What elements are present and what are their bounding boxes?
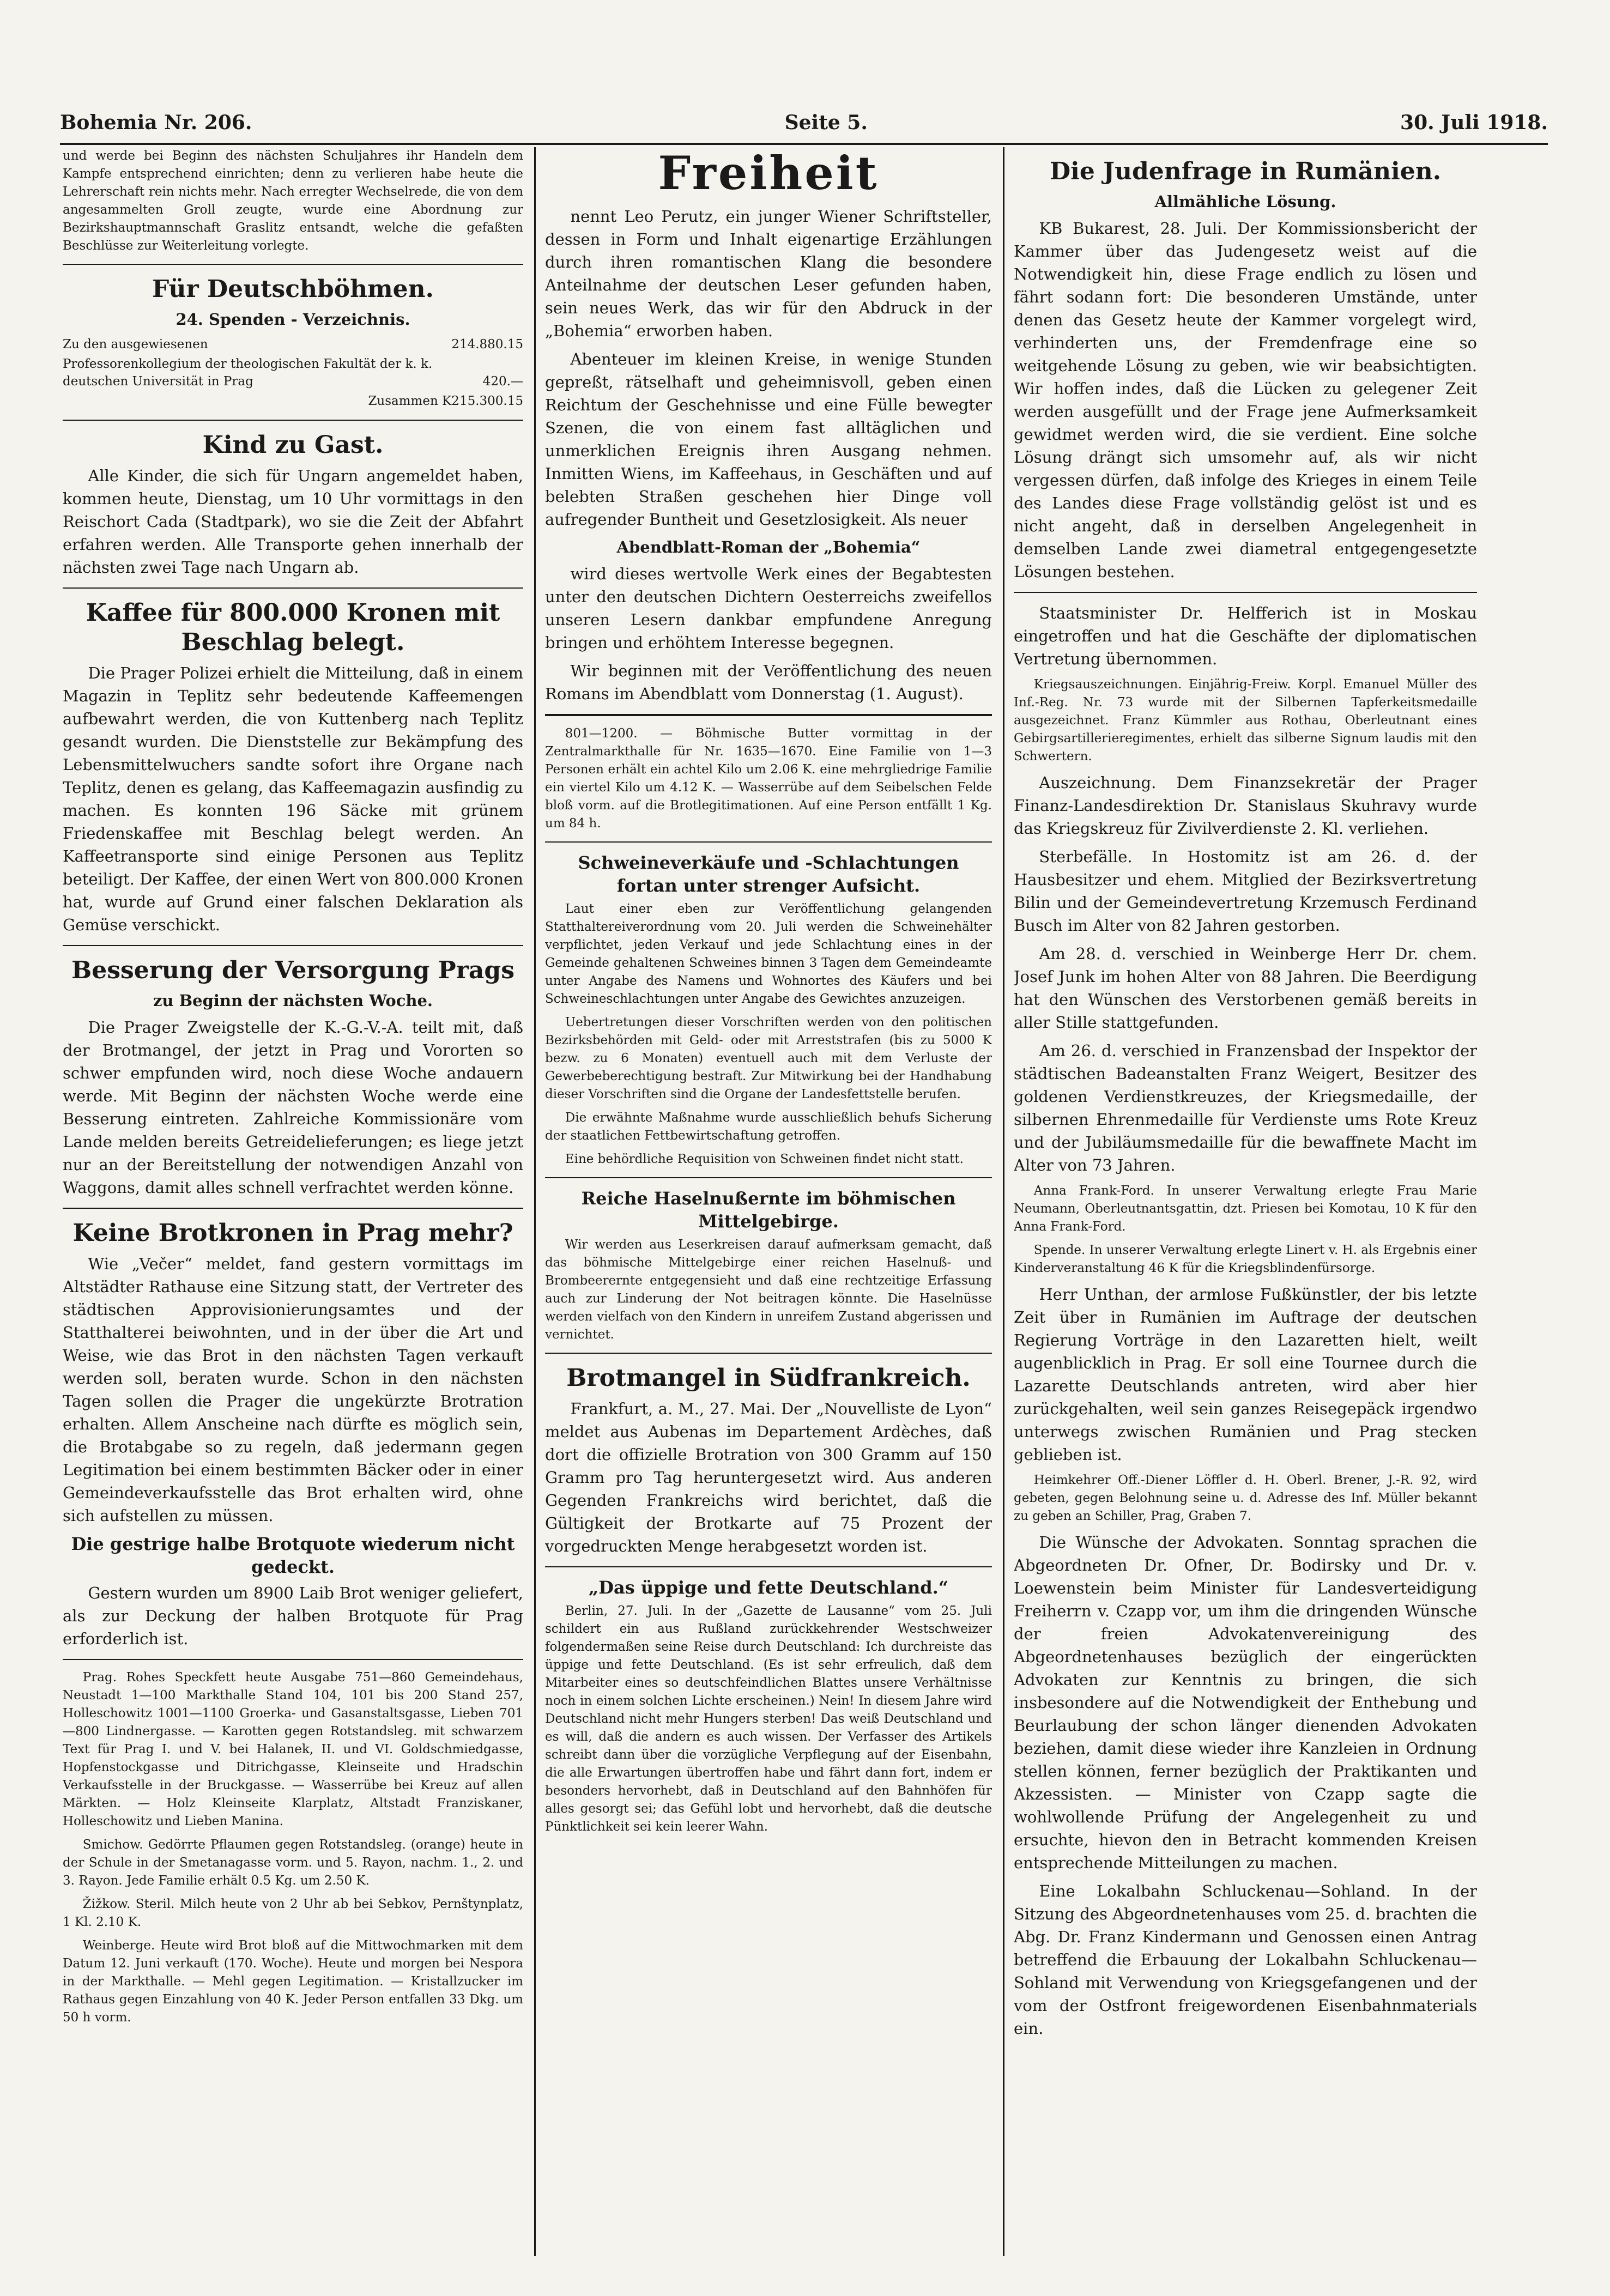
sterbefall-text: Am 26. d. verschied in Franzensbad der Inspektor der städtischen Badeanstalten Franz Weigert, Besitzer des goldenen Verdienstkreuzes, der Kriegsmedaille, der silbernen Ehrenmedaille für Verdienste ums Rote Kreuz und der Jubiläumsmedaille für die bewaffnete Macht im Alter von 73 Jahren.: [1014, 1041, 1477, 1174]
deutschboehmen-title: Für Deutschböhmen.: [152, 275, 434, 303]
donation-amount: 420.—: [482, 374, 523, 389]
market-smichow: Smichow. Gedörrte Pflaumen gegen Rotstandsleg. (orange) heute in der Schule in der Smetanagasse vorm. und 5. Rayon, nachm. 1., 2. und 3. Rayon. Jede Familie erhält 0.5 Kg. um 2.50 K.: [63, 1838, 523, 1888]
helfferich-text: Staatsminister Dr. Helfferich ist in Moskau eingetroffen und hat die Geschäfte der diplomatischen Vertretung übernommen.: [1014, 604, 1477, 668]
brotkronen-title: Keine Brotkronen in Prag mehr?: [72, 1219, 513, 1247]
separator: [545, 841, 992, 843]
unthan-text: Herr Unthan, der armlose Fußkünstler, der bis letzte Zeit über in Rumänien im Auftrage der deutschen Regierung Vorträge in den Lazaretten hielt, weilt augenblicklich in Prag. Er soll eine Tournee durch die Lazarette Deutschlands antreten, wird aber hier zurückgehalten, weil sein ganzes Reisegepäck irgendwo unterwegs zwischen Rumänien und Prag stecken geblieben ist.: [1014, 1285, 1477, 1464]
kind-title: Kind zu Gast.: [202, 431, 384, 459]
table-row: [63, 354, 523, 391]
separator: [63, 264, 523, 265]
separator: [63, 420, 523, 421]
top-rule: [60, 143, 1548, 145]
sterbefall-text: Sterbefälle. In Hostomitz ist am 26. d. der Hausbesitzer und ehem. Mitglied der Bezirksvertretung Bilin und der Gemeindevertretung Krzemusch Ferdinand Busch im Alter von 82 Jahren gestorben.: [1014, 847, 1477, 935]
intro-text: und werde bei Beginn des nächsten Schuljahres ihr Handeln dem Kampfe entsprechend einrichten; denn zu verlieren habe heute die Lehrerschaft rein nichts mehr. Nach erregter Wechselrede, die von dem angesammelten Groll zeugte, wurde eine Abordnung zur Bezirkshauptmannschaft Graslitz entsandt, welche die gefaßten Beschlüsse zur Weiterleitung vorlegte.: [63, 149, 523, 253]
donation-table: [63, 335, 523, 411]
advokaten-text: Die Wünsche der Advokaten. Sonntag sprachen die Abgeordneten Dr. Ofner, Dr. Bodirsky und Dr. v. Loewenstein beim Minister für Landesverteidigung Freiherrn v. Czapp vor, um ihm die dringenden Wünsche der freien Advokatenvereinigung des Abgeordnetenhauses bezüglich der eingerückten Advokaten zur Kenntnis zu bringen, die sich insbesondere auf die Notwendigkeit der Enthebung und Beurlaubung der schon länger dienenden Advokaten beziehen, damit diese wieder ihre Kanzleien in Ordnung stellen können, ferner bezüglich der Praktikanten und Akzessisten. — Minister von Czapp sagte die wohlwollende Prüfung der Angelegenheit zu und ersuchte, hievon den in Betracht kommenden Kreisen entsprechende Mitteilungen zu machen.: [1014, 1533, 1477, 1872]
deutschland-text: Berlin, 27. Juli. In der „Gazette de Lausanne“ vom 25. Juli schildert ein aus Rußland zurückkehrender Westschweizer folgendermaßen seine Reise durch Deutschland: Ich durchreiste das üppige und fette Deutschland. (Es ist sehr erfreulich, daß dem Mitarbeiter eines so deutschfeindlichen Blattes unsere Verhältnisse noch in einem solchen Lichte erscheinen.) Nein! In diesem Jahre wird Deutschland nicht mehr Hungers sterben! Das weiß Deutschland und es will, daß die andern es auch wissen. Der Verfasser des Artikels schreibt dann über die vorzügliche Verpflegung auf der Eisenbahn, die alle Erwartungen übertroffen habe und fährt dann fort, indem er besonders hervorhebt, daß in Deutschland auf den Bahnhöfen für alles gesorgt sei; das Gefühl lobt und hervorhebt, daß die deutsche Pünktlichkeit sei kein leerer Wahn.: [545, 1604, 992, 1834]
market-zizkow: Žižkow. Steril. Milch heute von 2 Uhr ab bei Sebkov, Pernštynplatz, 1 Kl. 2.10 K.: [63, 1897, 523, 1929]
separator: [545, 714, 992, 716]
donation-amount: 214.880.15: [451, 337, 523, 352]
brotkronen-text: Wie „Večer“ meldet, fand gestern vormittags im Altstädter Rathause eine Sitzung statt, der Vertreter des städtischen Approvisionierungsamtes und der Statthalterei beiwohnten, und in der über die Art und Weise, wie das Brot in den nächsten Tagen verkauft werden soll, beraten wurde. Schon in den nächsten Tagen sollen die Prager die ungekürzte Brotration erhalten. Allem Anscheine nach dürfte es möglich sein, die Brotabgabe so zu regeln, daß jedermann gegen Legitimation bei einem bestimmten Bäcker oder in einer Gemeindeverkaufsstelle das Brot erhalten wird, ohne sich aufstellen zu müssen.: [63, 1255, 523, 1525]
table-row: [63, 335, 523, 354]
market-prag: Prag. Rohes Speckfett heute Ausgabe 751—860 Gemeindehaus, Neustadt 1—100 Markthalle Stand 104, 101 bis 200 Stand 257, Holleschowitz 1001—1100 Groerka- und Gasanstaltsgasse, Lieben 701—800 Lindnergasse. — Karotten gegen Rotstandsleg. mit schwarzem Text für Prag I. und V. bei Halanek, II. und VI. Goldschmiedgasse, Hopfenstockgasse und Ditrichgasse, Kleinseite und Hradschin Verkaufsstelle in der Bruckgasse. — Wasserrübe bei Kreuz auf allen Märkten. — Holz Kleinseite Klarplatz, Altstadt Franziskaner, Holleschowitz und Lieben Manina.: [63, 1670, 523, 1828]
besserung-text: Die Prager Zweigstelle der K.-G.-V.-A. teilt mit, daß der Brotmangel, der jetzt in Prag und Vororten so schwer empfunden wird, noch diese Woche andauern werde. Mit Beginn der nächsten Woche werde eine Besserung eintreten. Zahlreiche Kommissionäre vom Lande melden bereits Getreidelieferungen; es liege jetzt nur an der Bereitstellung der notwendigen Anzahl von Waggons, damit alles schnell verfrachtet werden könne.: [63, 1018, 523, 1197]
masthead: [60, 104, 1548, 142]
separator: [545, 1353, 992, 1354]
roman-title: Abendblatt-Roman der „Bohemia“: [616, 538, 921, 556]
butter-text: 801—1200. — Böhmische Butter vormittag in der Zentralmarkthalle für Nr. 1635—1670. Eine Familie von 1—3 Personen erhält ein achtel Kilo um 2.06 K. eine mehrgliedrige Familie ein viertel Kilo um 4.12 K. — Wasserrübe auf dem Seibelschen Felde bloß vorm. auf die Brotlegitimationen. Auf eine Person entfällt 1 Kg. um 84 h.: [545, 726, 992, 831]
juden-subtitle: Allmähliche Lösung.: [1154, 192, 1336, 211]
market-weinberge: Weinberge. Heute wird Brot bloß auf die Mittwochmarken mit dem Datum 12. Juni verkauft (170. Woche). Heute und morgen bei Nespora in der Markthalle. — Mehl gegen Legitimation. — Kristallzucker im Rathaus gegen Einzahlung von 40 K. Jeder Person entfallen 33 Dkg. um 50 h vorm.: [63, 1938, 523, 2025]
separator: [63, 1208, 523, 1209]
separator: [63, 587, 523, 589]
freiheit-title: Freiheit: [658, 147, 879, 200]
heimkehrer-text: Heimkehrer Off.-Diener Löffler d. H. Oberl. Brener, J.-R. 92, wird gebeten, gegen Belohnung seine u. d. Adresse des Inf. Müller bekannt zu geben an Schiller, Prag, Graben 7.: [1014, 1473, 1477, 1523]
kriegsauszeichnungen-text: Kriegsauszeichnungen. Einjährig-Freiw. Korpl. Emanuel Müller des Inf.-Reg. Nr. 73 wurde mit der Silbernen Tapferkeitsmedaille ausgezeichnet. Franz Kümmler aus Rothau, Oberleutnant eines Gebirgsartillerieregimentes, erhielt das silberne Signum laudis mit den Schwertern.: [1014, 677, 1477, 764]
juden-title: Die Judenfrage in Rumänien.: [1049, 157, 1442, 185]
column-rule-1: [534, 147, 536, 2256]
hasel-text: Wir werden aus Leserkreisen darauf aufmerksam gemacht, daß das böhmische Mittelgebirge einer reichen Haselnuß- und Brombeerernte entgegensieht und daß eine rechtzeitige Erfassung auch zur Linderung der Not beitragen könnte. Die Haselnüsse werden vielfach von den Kindern in unreifem Zustand abgerissen und vernichtet.: [545, 1238, 992, 1342]
schweine-text-2: Uebertretungen dieser Vorschriften werden von den politischen Bezirksbehörden mit Geld- oder mit Arreststrafen (bis zu 5000 K bezw. zu 6 Monaten) eventuell auch mit dem Verluste der Gewerbeberechtigung bestraft. Zur Mitwirkung bei der Handhabung dieser Vorschriften sind die Organe der Landesfettstelle berufen.: [545, 1015, 992, 1101]
freiheit-text-3: wird dieses wertvolle Werk eines der Begabtesten unter den deutschen Dichtern Oesterreichs zweifellos unseren Lesern dankbar empfundene Anregung bringen und erhöhtem Interesse begegnen.: [545, 565, 992, 652]
column-rule-2: [1003, 147, 1004, 2256]
masthead-issue: Bohemia Nr. 206.: [60, 111, 252, 134]
schweine-text: Laut einer eben zur Veröffentlichung gelangenden Statthaltereiverordnung vom 20. Juli werden die Schweinehälter verpflichtet, jeden Verkauf und jede Schlachtung eines in der Gemeinde gehaltenen Schweines binnen 3 Tagen dem Gemeindeamte unter Angabe des Namens und Wohnortes des Käufers und bei Schweineschlachtungen unter Angabe des Gewichtes anzuzeigen.: [545, 902, 992, 1006]
column-2: [545, 147, 992, 2256]
spende-text: Spende. In unserer Verwaltung erlegte Linert v. H. als Ergebnis einer Kinderveranstaltung 46 K für die Kriegsblindenfürsorge.: [1014, 1243, 1477, 1275]
donation-total-label: Zusammen K: [368, 394, 452, 408]
column-3: [1014, 147, 1477, 2256]
table-row: [63, 391, 523, 411]
separator: [63, 945, 523, 946]
anna-text: Anna Frank-Ford. In unserer Verwaltung erlegte Frau Marie Neumann, Oberleutnantsgattin, dzt. Priesen bei Komotau, 10 K für den Anna Frank-Ford.: [1014, 1184, 1477, 1234]
hasel-title: Reiche Haselnußernte im böhmischen Mittelgebirge.: [581, 1188, 956, 1232]
auszeichnung-text: Auszeichnung. Dem Finanzsekretär der Prager Finanz-Landesdirektion Dr. Stanislaus Skuhravy wurde das Kriegskreuz für Zivilverdienste 2. Kl. verliehen.: [1014, 773, 1477, 838]
kaffee-text: Die Prager Polizei erhielt die Mitteilung, daß in einem Magazin in Teplitz sehr bedeutende Kaffeemengen aufbewahrt werden, die von Kuttenberg nach Teplitz gesandt wurden. Die Dienststelle zur Bekämpfung des Lebensmittelwuchers sandte sofort ihre Organe nach Teplitz, denen es gelang, das Kaffeemagazin ausfindig zu machen. Es konnten 196 Säcke mit grünem Friedenskaffee mit Beschlag belegt werden. An Kaffeetransporte sind einige Personen aus Teplitz beteiligt. Der Kaffee, der einen Wert von 800.000 Kronen hat, wurde auf Grund einer falschen Deklaration als Gemüse verschickt.: [63, 664, 523, 934]
besserung-title: Besserung der Versorgung Prags: [71, 956, 515, 984]
schweine-text-4: Eine behördliche Requisition von Schweinen findet nicht statt.: [565, 1152, 964, 1166]
juden-text: KB Bukarest, 28. Juli. Der Kommissionsbericht der Kammer über das Judengesetz weist auf die Notwendigkeit hin, diese Frage endlich zu lösen und fährt sodann fort: Die besonderen Umstände, unter denen das Gesetz heute der Kammer vorgelegt wird, verhinderten uns, der Fremdenfrage eine so weitgehende Lösung zu geben, wie wir beabsichtigten. Wir hoffen indes, daß die Lücken zu gelegener Zeit werden ausgefüllt und der Frage jene Aufmerksamkeit gewidmet werden wird, die sie verdient. Eine solche Lösung drängt sich umsomehr auf, als wir nicht vergessen dürfen, daß infolge des Krieges in einem Teile des Landes diese Frage vollständig gelöst ist und es nicht angeht, daß in derselben Angelegenheit in demselben Lande zwei diametral entgegengesetzte Lösungen bestehen.: [1014, 219, 1477, 581]
freiheit-text-4: Wir beginnen mit der Veröffentlichung des neuen Romans im Abendblatt vom Donnerstag (1. August).: [545, 662, 992, 703]
deutschland-title: „Das üppige und fette Deutschland.“: [588, 1577, 949, 1598]
separator: [63, 1659, 523, 1660]
freiheit-text: nennt Leo Perutz, ein junger Wiener Schriftsteller, dessen in Form und Inhalt eigenartige Erzählungen durch ihren romantischen Klang die besondere Anteilnahme der deutschen Leser gefunden haben, sein neues Werk, das wir für den Abdruck in der „Bohemia“ erworben haben.: [545, 207, 992, 340]
suedfrankreich-text: Frankfurt, a. M., 27. Mai. Der „Nouvelliste de Lyon“ meldet aus Aubenas im Departement Ardèches, daß dort die offizielle Brotration von 300 Gramm auf 150 Gramm pro Tag heruntergesetzt wird. Aus anderen Gegenden Frankreichs wird berichtet, daß die Gültigkeit der Brotkarte auf 75 Prozent der vorgedruckten Menge herabgesetzt worden ist.: [545, 1400, 992, 1555]
suedfrankreich-title: Brotmangel in Südfrankreich.: [566, 1364, 971, 1392]
kaffee-title: Kaffee für 800.000 Kronen mit Beschlag belegt.: [86, 599, 500, 656]
masthead-date: 30. Juli 1918.: [1400, 111, 1548, 134]
lokalbahn-text: Eine Lokalbahn Schluckenau—Sohland. In der Sitzung des Abgeordnetenhauses vom 25. d. brachten die Abg. Dr. Franz Kindermann und Genossen einen Antrag betreffend die Erbauung der Lokalbahn Schluckenau—Sohland mit Verwendung von Kriegsgefangenen und der vom der Ostfront freigewordenen Eisenbahnmaterials ein.: [1014, 1882, 1477, 2038]
separator: [545, 1177, 992, 1178]
sterbefall-text: Am 28. d. verschied in Weinberge Herr Dr. chem. Josef Junk im hohen Alter von 88 Jahren. Die Beerdigung hat den Wünschen des Verstorbenen gemäß bereits in aller Stille stattgefunden.: [1014, 944, 1477, 1032]
separator: [545, 1566, 992, 1567]
deutschboehmen-subtitle: 24. Spenden - Verzeichnis.: [175, 310, 410, 329]
donation-label: Professorenkollegium der theologischen Fakultät der k. k. deutschen Universität in Prag: [63, 357, 433, 389]
separator: [1014, 592, 1477, 593]
donation-label: Zu den ausgewiesenen: [63, 337, 208, 352]
donation-total-amount: 215.300.15: [451, 394, 523, 408]
besserung-subtitle: zu Beginn der nächsten Woche.: [153, 991, 433, 1010]
masthead-page: Seite 5.: [784, 111, 868, 134]
schweine-text-3: Die erwähnte Maßnahme wurde ausschließlich behufs Sicherung der staatlichen Fettbewirtschaftung getroffen.: [545, 1111, 992, 1143]
column-1: [63, 147, 523, 2256]
freiheit-text-2: Abenteuer im kleinen Kreise, in wenige Stunden gepreßt, rätselhaft und geheimnisvoll, geben einen Reichtum der Geschehnisse und eine Fülle bewegter Szenen, die von einem fast alltäglichen und unmerklichen Ereignis ihren Ausgang nehmen. Inmitten Wiens, im Kaffeehaus, in Geschäften und auf belebten Straßen geschehen hier Dinge voll aufregender Buntheit und Gesetzlosigkeit. Als neuer: [545, 350, 992, 529]
brotquote-title: Die gestrige halbe Brotquote wiederum nicht gedeckt.: [71, 1534, 515, 1577]
kind-text: Alle Kinder, die sich für Ungarn angemeldet haben, kommen heute, Dienstag, um 10 Uhr vormittags in den Reischort Cada (Stadtpark), wo sie die Zeit der Abfahrt erfahren werden. Alle Transporte gehen innerhalb der nächsten zwei Tage nach Ungarn ab.: [63, 467, 523, 577]
brotquote-text: Gestern wurden um 8900 Laib Brot weniger geliefert, als zur Deckung der halben Brotquote für Prag erforderlich ist.: [63, 1584, 523, 1648]
schweine-title: Schweineverkäufe und -Schlachtungen fortan unter strenger Aufsicht.: [578, 852, 959, 896]
